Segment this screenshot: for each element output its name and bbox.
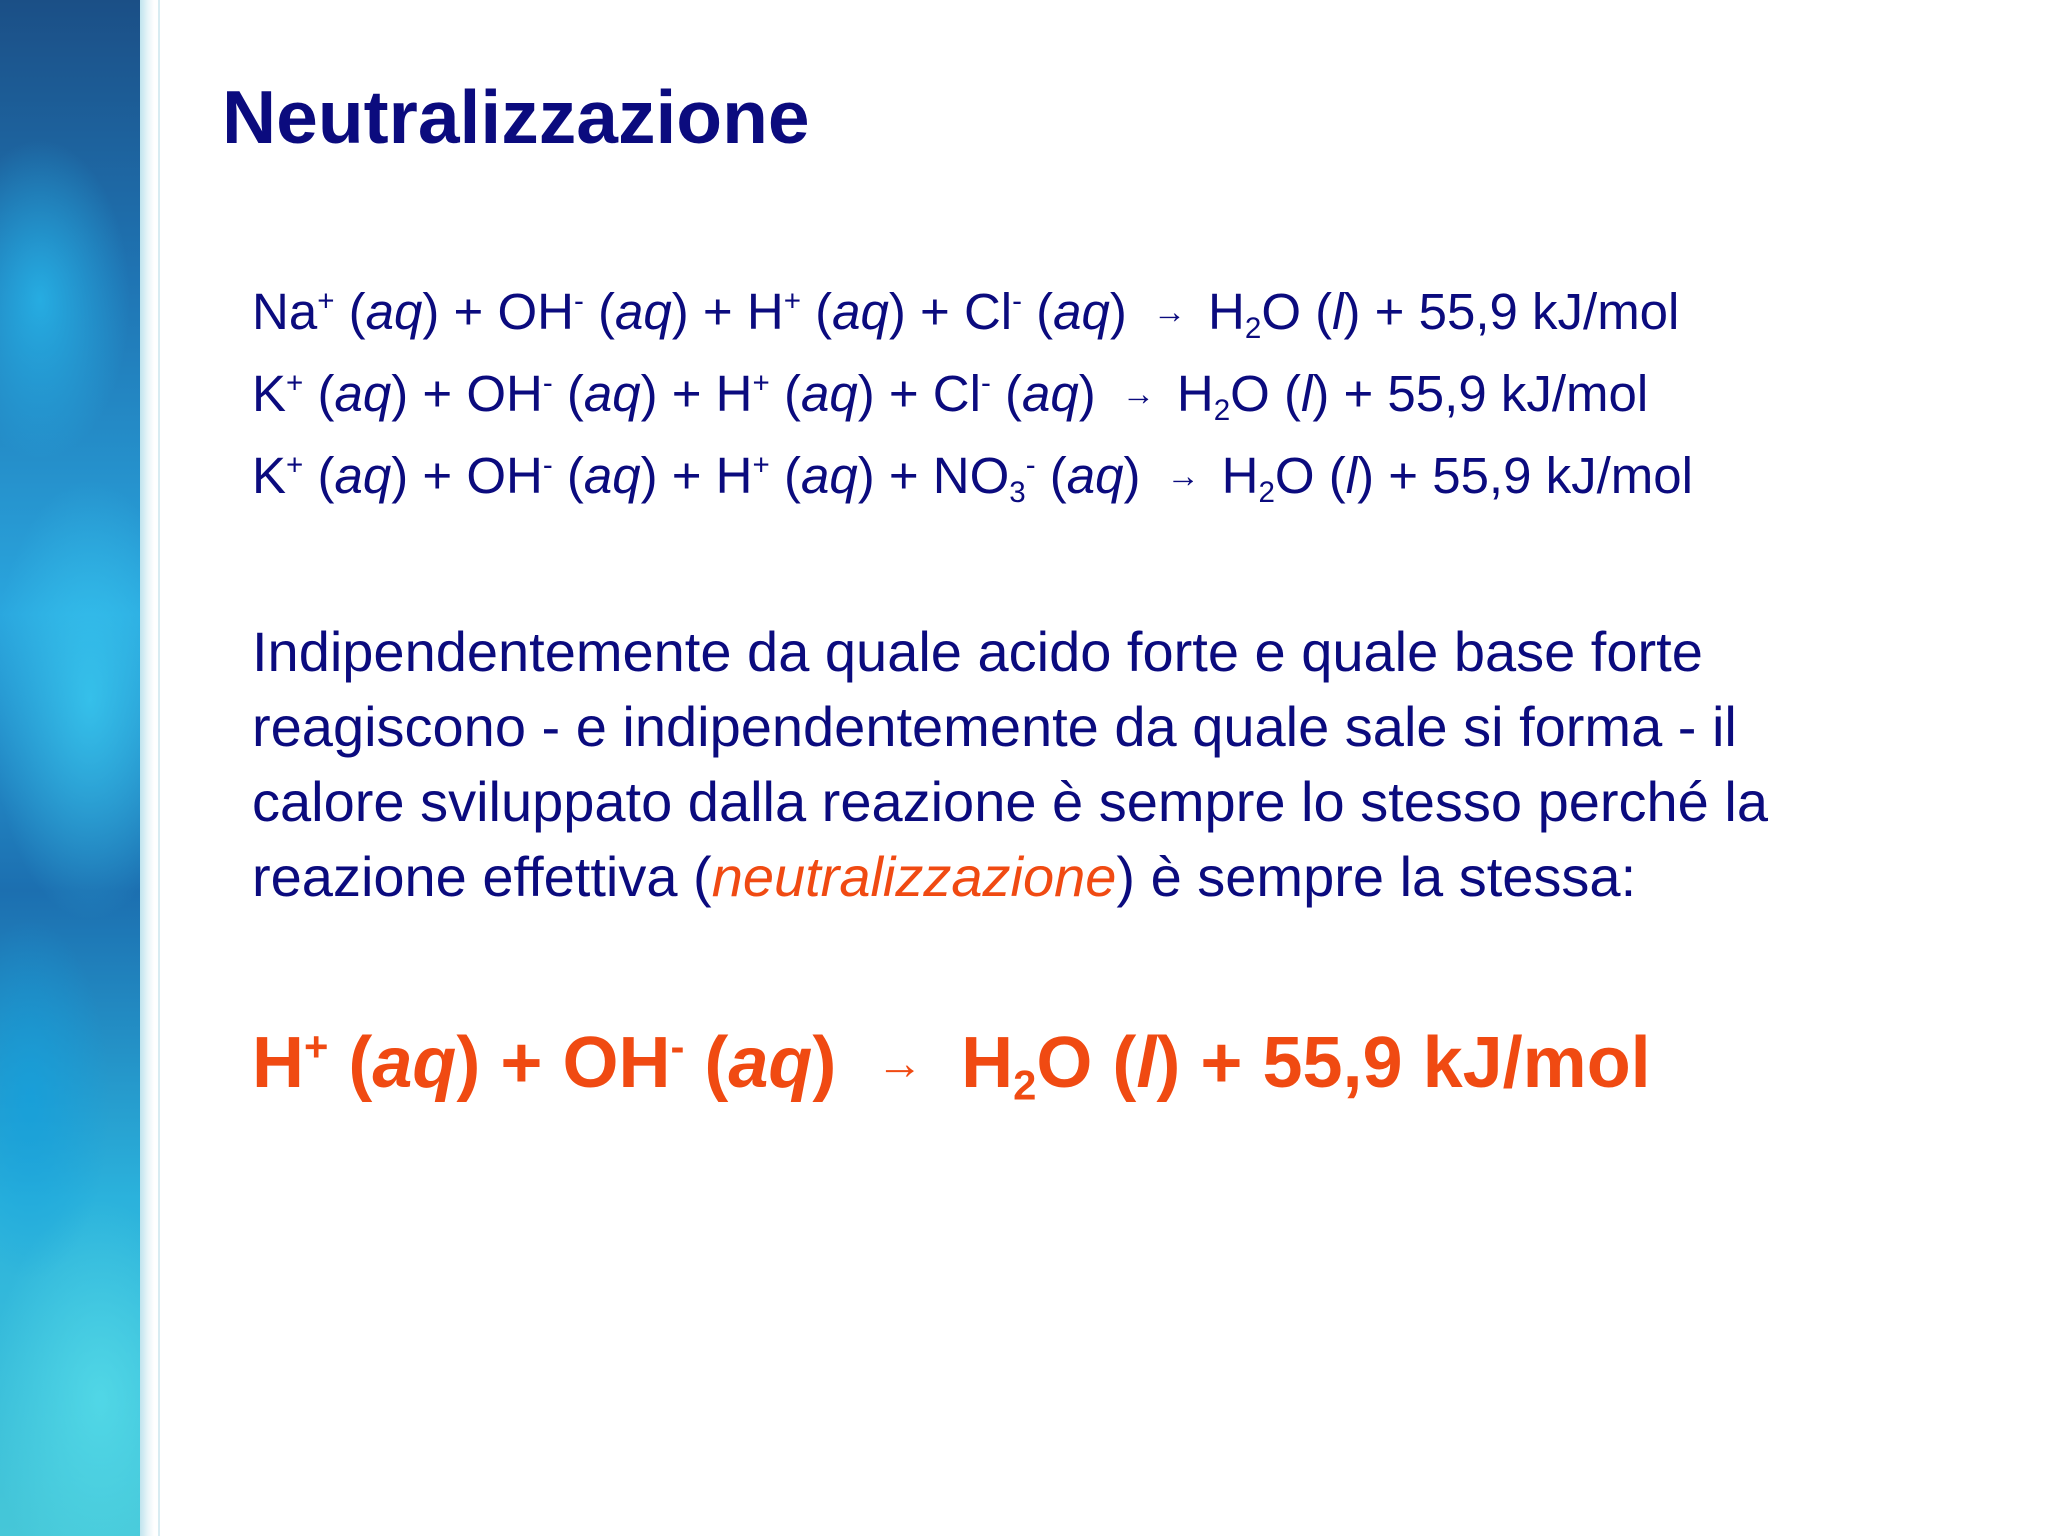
plus-sign: + — [657, 365, 716, 422]
arrow-icon: → — [876, 1036, 924, 1089]
plus-sign: + — [657, 447, 716, 504]
plus-sign: + — [874, 447, 933, 504]
species: Cl- (aq) — [963, 283, 1127, 340]
species: H+ (aq) — [746, 283, 906, 340]
equation-row-2 — [252, 364, 1649, 427]
plus-sign: + — [905, 283, 964, 340]
species: K+ (aq) — [252, 447, 409, 504]
plus-sign: + — [439, 283, 498, 340]
side-band-edge — [140, 0, 154, 1536]
energy-value: + 55,9 kJ/mol — [1343, 365, 1649, 422]
highlighted-term: neutralizzazione — [711, 845, 1117, 908]
plus-sign: + — [408, 447, 467, 504]
energy-value: + 55,9 kJ/mol — [1388, 447, 1693, 504]
species: H+ (aq) — [252, 1023, 481, 1103]
species: H+ (aq) — [715, 447, 875, 504]
arrow-icon: → — [1121, 376, 1155, 414]
equation-row-1 — [252, 282, 1680, 345]
product-water: $H_2O$ (l) — [1208, 283, 1375, 345]
paragraph-line: calore sviluppato dalla reazione è sempre lo stesso perché la — [252, 770, 1768, 833]
species: Na+ (aq) — [252, 283, 440, 340]
arrow-icon: → — [1152, 294, 1187, 332]
species: OH- (aq) — [466, 447, 658, 504]
species: OH- (aq) — [466, 365, 658, 422]
species: K+ (aq) — [252, 365, 409, 422]
plus-sign: + — [688, 283, 747, 340]
explanation-paragraph — [252, 614, 2032, 914]
species: Cl- (aq) — [932, 365, 1096, 422]
species: OH- (aq) — [497, 283, 689, 340]
species: H+ (aq) — [715, 365, 875, 422]
paragraph-line: Indipendentemente da quale acido forte e quale base forte — [252, 620, 1703, 683]
product-water: $H_2O$ (l) — [961, 1023, 1201, 1109]
product-water: $H_2O$ (l) — [1221, 447, 1389, 509]
decorative-side-band — [0, 0, 140, 1536]
plus-sign: + — [408, 365, 467, 422]
plus-sign: + — [874, 365, 933, 422]
arrow-icon: → — [1166, 458, 1200, 496]
paragraph-line: reazione effettiva (neutralizzazione) è sempre la stessa: — [252, 845, 1637, 908]
paragraph-line: reagiscono - e indipendentemente da quale sale si forma - il — [252, 695, 1737, 758]
species: $NO_3^-$ (aq) — [932, 447, 1141, 509]
energy-value: + 55,9 kJ/mol — [1200, 1023, 1651, 1103]
plus-sign: + — [480, 1023, 563, 1103]
side-divider-line — [158, 0, 160, 1536]
slide-title: Neutralizzazione — [222, 75, 810, 159]
species: OH- (aq) — [562, 1023, 837, 1103]
net-ionic-equation — [252, 1022, 1651, 1109]
equation-row-3 — [252, 446, 1693, 509]
energy-value: + 55,9 kJ/mol — [1374, 283, 1680, 340]
product-water: $H_2O$ (l) — [1176, 365, 1344, 427]
